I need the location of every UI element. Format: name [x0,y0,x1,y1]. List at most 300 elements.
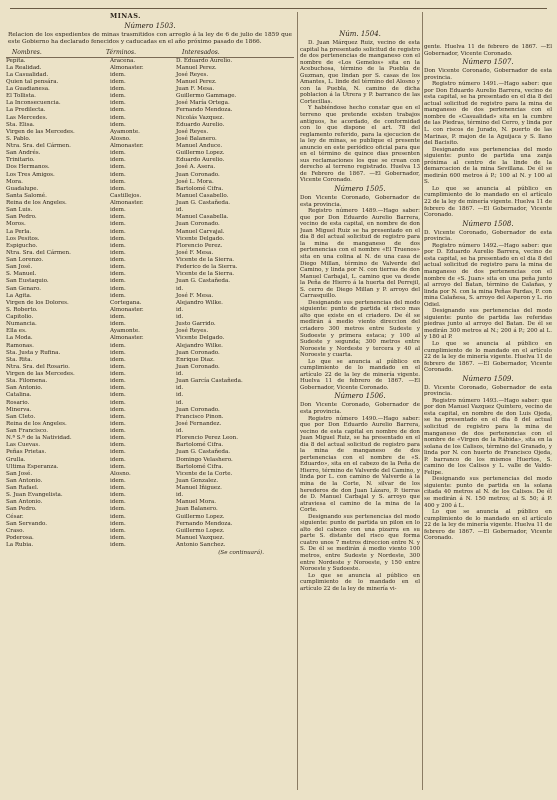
mine-term: idem. [110,150,126,157]
notice-paragraph: Registro número 1493.—Hago saber: que por don Manuel Vazquez Quintero, vecino de esta capital, en nombre de don Luis Ojeda, se ha presentado en el dia 8 del actual solicitud de registro para la mina de manganeso de dos pertenencias con el nombre de «Virgen de la Rábida», sita en la solana de los Calisos, término del Granado, y linda por N. con huerto de Francisco Ojeda, P. barranco de los mismos Huertos, S. camino de los Calisos y L. valle de Valdo-Felipe. [424,397,552,476]
mine-term: idem. [110,442,126,449]
mine-interested: id. [176,285,184,292]
notice-number: Número 1509. [462,374,514,383]
mine-name: La Agita. [6,292,32,299]
mine-interested: Vicente Delgado. [176,335,225,342]
mine-interested: Vicente de la Corte. [176,470,233,477]
table-row [6,207,294,214]
mine-interested: José Fernandez. [176,420,222,427]
notice-intro: Relacion de los expedientes de minas trasmitidos con arreglo á la ley de 6 de julio de 1859 que este Gobierno ha declarado fenecidos y caducadas en el año próximo pasado de 1866. [8,32,292,45]
mine-name: Ntra. Sra. del Cármen. [6,143,71,150]
mine-interested: Eduardo Aurelio. [176,121,225,128]
mine-name: S. Roberto. [6,306,38,313]
mine-interested: Vicente Delgado. [176,235,225,242]
mine-name: La Casualidad. [6,71,49,78]
mine-name: La Moda. [6,335,33,342]
mine-interested: Juan G. Castañeda. [176,200,231,207]
section-title: MINAS. [110,12,141,20]
table-row [6,221,294,228]
notice-paragraph: Y habiéndose hecho constar que en el terreno que pretende existen trabajos antiguos, he acordado, de conformidad con lo que dispone el art. 78 del reglamento referido, para la ejecucion de la ley de minas, se publique el presente anuncio en este periódico oficial para que en el término de quince dias presenten sus reclamaciones los que se crean con derecho al terreno registrado. Huelva 13 de Febrero de 1867. —El Gobernador, Vicente Coronado. [300,105,420,184]
notice-heading: Don Vicente Coronado, Gobernador de esta provincia. [300,402,420,415]
table-row [6,528,294,535]
notice-heading: D. Vicente Coronado, Gobernador de esta provincia. [424,229,552,243]
mine-name: Moros. [6,221,26,228]
notice-heading: Don Vicente Coronado, Gobernador de esta provincia. [300,195,420,208]
mine-name: Craso. [6,527,25,534]
table-row [6,442,294,449]
column-divider [422,12,423,790]
mine-interested: Justo Garrido. [176,321,216,328]
mine-interested: id. [176,314,184,321]
notice-paragraph: Designando sus pertenencias del modo siguiente: punto de partida en la solana citada 40 metros al N. de los Calisos. De él se medirán á N. 150 metros; al S. 50; á P. 400 y 200 á L. [424,476,552,509]
notice-paragraph: Designando sus pertenencias del modo siguiente: punto de partida el risco mas alto que existe en el criadero. De él se medirán á medio viento direccion del criadero 300 metros entre Sudeste y Sudoeste y primera estaca; y 100 al Sudeste y segunda; 300 metros entre Noroeste y Nordeste y tercera y 40 al Noroeste y cuarta. [300,299,420,359]
mine-interested: Manuel Casabello. [176,192,229,199]
mine-term: idem. [110,428,126,435]
notice-paragraph: Lo que se anuncia al público en cumplimiento de lo mandado en el artículo 22 de la ley de minería vigente. Huelva 11 de febrero de 1867. —El Gobernador, Vicente Coronado. [424,340,552,374]
mine-name: Numancia. [6,321,37,328]
mine-term: idem. [110,499,126,506]
mine-term: idem. [110,264,126,271]
table-row [6,229,294,236]
mine-term: Ayamonte. [110,328,140,335]
table-row [6,100,294,107]
mine-name: San Cleto. [6,413,36,420]
mine-term: idem. [110,542,126,549]
table-row [6,371,294,378]
mine-interested: Bartolomé Cifra. [176,185,224,192]
mine-name: San Andrés. [6,150,41,157]
table-row [6,457,294,464]
mine-name: Catalina. [6,392,32,399]
mine-term: idem. [110,463,126,470]
table-row [6,343,294,350]
mine-term: idem. [110,399,126,406]
mine-term: Almonaster. [110,306,144,313]
mine-interested: id. [176,207,184,214]
mine-term: idem. [110,392,126,399]
mine-term: idem. [110,257,126,264]
mine-interested: Manuel Perez. [176,78,217,85]
mine-interested: José A. Asera. [176,164,216,171]
mine-name: Reina de los Angeles. [6,420,67,427]
table-row [6,257,294,264]
mine-interested: Juan Balanero. [176,506,218,513]
mine-interested: Juan G. Castañeda. [176,278,231,285]
mine-interested: Manuel Mora. [176,499,217,506]
mine-interested: Alejandro Wilke. [176,342,223,349]
table-row [6,385,294,392]
mine-name: Trinitario. [6,157,35,164]
mine-interested: Bartolomé Cifra. [176,442,224,449]
notice-paragraph: Registro número 1491.—Hago saber: que por Don Eduardo Aurelio Barrera, vecino de esta capital, se ha presentado en el dia 8 del actual solicitud de registro para la mina de manganeso de dos pertenencias con el nombre de «Casualidad» sita en la cumbre de las Piedras, término del Cerro, y linda por L. con riscos de Jurado, N. puerto de las Marinas, P. majon de la Aguijaca y S. llano del Bacisito. [424,81,552,147]
mine-name: San Servando. [6,520,48,527]
notice-paragraph: D. Juan Márquez Ruiz, vecino de esta capital ha presentado solicitud de registro de dos pertenencias de manganeso con el nombre de «Los Gemelos» sita en la Acebuchosa, término de la Puebla de Guzman, que lindan por S. casas de los Amantes, L. linde del término del Alosno y con la Puebla, N. camino de dicha poblacion á la Utrera y P. barranco de las Cortecillas. [300,40,420,105]
mine-interested: José Balanero. [176,135,217,142]
mine-name: La Perla. [6,228,32,235]
mine-name: Mora. [6,178,23,185]
notice-paragraph: Lo que se anuncia al público en cumplimiento de lo mandado en el artículo 22 de la ley de minería vi- [300,572,420,592]
mine-term: idem. [110,378,126,385]
mine-name: Grulla. [6,456,26,463]
mine-term: idem. [110,321,126,328]
table-row [6,200,294,207]
mine-term: idem. [110,356,126,363]
mine-term: idem. [110,477,126,484]
mine-interested: Juan Gonzalez. [176,477,219,484]
mine-term: Alosno. [110,470,131,477]
mine-interested: Juan Coronado. [176,406,220,413]
mine-interested: Vicente de la Sierra. [176,257,235,264]
mine-name: San Genaro. [6,285,41,292]
table-row [6,350,294,357]
mine-name: La Realidad. [6,64,42,71]
table-row [6,300,294,307]
mine-name: Peñas Prietas. [6,449,47,456]
table-row [6,478,294,485]
mine-interested: Juan G. Castañeda. [176,449,231,456]
mine-name: Ella es. [6,328,27,335]
mine-name: Ntra. Sra. del Rosario. [6,363,70,370]
mine-interested: Eduardo Aurelio. [176,157,225,164]
mine-name: Rosario. [6,399,30,406]
mine-interested: José Reyes. [176,128,209,135]
mine-term: idem. [110,271,126,278]
mine-name: Ramonas. [6,342,34,349]
table-row [6,186,294,193]
table-row [6,392,294,399]
mine-name: San Rafael. [6,485,39,492]
mine-term: Castillejos. [110,192,142,199]
table-row [6,286,294,293]
table-row [6,122,294,129]
mine-name: El Tollista. [6,93,36,100]
mine-name: Virgen de las Mercedes. [6,371,75,378]
mine-term: idem. [110,107,126,114]
notice-paragraph: Registro número 1489.—Hago saber: que por Don Eduardo Aurelio Barrera, vecino de esta capital, en nombre de don Juan Miguel Ruiz se ha presentado en el dia 8 del actual solicitud de registro para la mina de manganeso de dos pertenencias con el nombre «El Truenos» sita en una colina al N. de una casa de Diego Millan, término de Valverde del Camino, y linda por N. con tierras de don Manuel Carbajal, L. camino que va desde la Peña de Hierro á la huerta del Perrejil, S. cerro de Diego Millan y P. arroyo del Carrasquillo. [300,208,420,300]
table-row [6,278,294,285]
mine-interested: Manuel Perez. [176,64,217,71]
table-row [6,421,294,428]
table-row [6,193,294,200]
mine-name: San Antonio. [6,477,43,484]
mine-term: idem. [110,342,126,349]
mine-term: idem. [110,435,126,442]
mine-interested: Juan Coronado. [176,171,220,178]
notice-number: Núm. 1504. [339,30,381,38]
notice-paragraph: Designando sus pertenencias del modo siguiente: punto de partida un pilon en lo alto del cabezo con una pizarra en su parte S. distante del risco que forma cuatro unos 7 metros direccion entre N. y S. De él se medirán á medio viento 100 metros, entre Sudeste y Nordeste, 300 entre Nordeste y Noroeste, y 150 entre Noroeste y Sudoeste. [300,513,420,573]
notice-paragraph: Designando sus pertenencias del modo siguiente: punto de partida una zanja próxima al centro de la linde de la demarcacion de la mina Sevillana. De él se medirán 600 metros á P.; 100 al N. y 100 al S. [424,146,552,186]
mine-term: idem. [110,349,126,356]
table-row [6,321,294,328]
mine-term: idem. [110,278,126,285]
mine-interested: Manuel Anduce. [176,143,223,150]
column-header-terms: Términos. [106,48,137,56]
mine-term: Almonaster. [110,64,144,71]
mine-name: San Luis. [6,207,33,214]
notice-heading: D. Vicente Coronado, Gobernador de esta provincia. [424,384,552,398]
mine-interested: Juan Coronado. [176,363,220,370]
mine-interested: id. [176,306,184,313]
mine-name: San Francisco. [6,428,49,435]
mine-interested: José F. Mesa. [176,292,214,299]
mine-interested: id. [176,385,184,392]
mine-name: Guadalupe. [6,185,39,192]
mine-term: idem. [110,527,126,534]
table-row [6,293,294,300]
mine-name: Ultima Esperanza. [6,463,59,470]
table-row [6,72,294,79]
mine-name: César. [6,513,24,520]
mine-name: Minerva. [6,406,32,413]
table-row [6,499,294,506]
mine-name: Santa Salomé. [6,192,47,199]
table-row [6,378,294,385]
mine-term: idem. [110,71,126,78]
mine-term: Almonaster. [110,335,144,342]
mine-name: Poderosa. [6,534,34,541]
table-row [6,464,294,471]
mine-term: idem. [110,114,126,121]
table-header [6,48,294,58]
table-row [6,93,294,100]
table-row [6,79,294,86]
mine-term: idem. [110,178,126,185]
mine-interested: Manuel Iñiguez. [176,485,222,492]
mine-name: San Antonio. [6,499,43,506]
mine-interested: José Reyes. [176,71,209,78]
mine-name: N.ª S.ª de la Natividad. [6,435,72,442]
table-row [6,414,294,421]
mine-term: Ayamonte. [110,128,140,135]
mine-interested: Domingo Velashero. [176,456,233,463]
mine-name: La Guadianesa. [6,86,50,93]
table-row [6,58,294,65]
mine-name: Espigucho. [6,242,38,249]
mine-interested: id. [176,492,184,499]
mine-term: idem. [110,406,126,413]
table-row [6,164,294,171]
mine-interested: Francisco Pinon. [176,413,224,420]
table-row [6,357,294,364]
mine-term: idem. [110,242,126,249]
mine-name: Dos Hermanos. [6,164,50,171]
mine-interested: Florencio Perez Leon. [176,435,238,442]
continued-note: (Se continuará). [218,550,264,557]
mine-term: idem. [110,420,126,427]
table-row [6,65,294,72]
mine-interested: Manuel Casabella. [176,214,229,221]
table-row [6,328,294,335]
mine-interested: Federico de la Sierra. [176,264,238,271]
mine-term: idem. [110,86,126,93]
mine-term: idem. [110,100,126,107]
mine-interested: Nicolás Vazquez. [176,114,224,121]
mine-name: San Antonio. [6,385,43,392]
table-row [6,485,294,492]
mine-term: Aracena. [110,57,136,64]
table-row [6,335,294,342]
mine-term: idem. [110,185,126,192]
mine-term: idem. [110,235,126,242]
table-row [6,143,294,150]
mine-interested: Alejandro Wilke. [176,299,223,306]
mine-name: Sta. Filomena. [6,378,48,385]
mine-term: idem. [110,363,126,370]
column-divider [297,12,298,790]
mine-interested: Vicente de la Sierra. [176,271,235,278]
table-row [6,449,294,456]
mine-name: San Eustaquio. [6,278,49,285]
table-row [6,86,294,93]
table-row [6,236,294,243]
top-rule [10,8,547,9]
mine-term: idem. [110,513,126,520]
mine-term: idem. [110,520,126,527]
table-row [6,492,294,499]
mine-name: San José. [6,470,33,477]
mine-term: idem. [110,171,126,178]
notice-number: Número 1507. [462,58,514,67]
mine-interested: Manuel Vazquez. [176,534,225,541]
mine-name: La Predilecta. [6,107,46,114]
notice-paragraph: Lo que se anuncia al público en cumplimiento de lo mandado en el artículo 22 de la ley de minería vigente. Huelva 11 de febrero de 1867. —El Gobernador, Vicente Coronado. [424,185,552,219]
mine-interested: Guillermo Gammage. [176,93,237,100]
mines-table [6,58,294,550]
table-row [6,514,294,521]
table-row [6,364,294,371]
right-column [424,12,552,792]
mine-interested: id. [176,392,184,399]
mine-name: Los Pesitos. [6,235,40,242]
table-row [6,264,294,271]
mine-interested: Juan Coronado. [176,349,220,356]
table-row [6,435,294,442]
mine-term: idem. [110,314,126,321]
mine-term: Alosno. [110,135,131,142]
notice-paragraph: Designando sus pertenencias del modo siguiente: punto de partida las referidas piedras junto al arroyo del Batan. De él se medirán 300 metros al N.; 200 á P.; 200 al L. y 180 al P. [424,308,552,341]
mine-term: idem. [110,285,126,292]
table-row [6,307,294,314]
mine-term: idem. [110,207,126,214]
table-row [6,115,294,122]
column-header-names: Nombres. [12,48,42,56]
mine-interested: José María Ortega. [176,100,230,107]
table-row [6,179,294,186]
mine-interested: Guillermo Lopez. [176,150,225,157]
mine-name: La Rubia. [6,542,34,549]
table-row [6,107,294,114]
mine-term: idem. [110,221,126,228]
mine-name: Virgen de las Mercedes. [6,128,75,135]
left-column [6,12,294,792]
middle-column [300,12,420,792]
mine-term: idem. [110,506,126,513]
mine-term: idem. [110,292,126,299]
table-row [6,314,294,321]
table-row [6,471,294,478]
table-row [6,214,294,221]
mine-name: Reina de los Angeles. [6,200,67,207]
mine-term: Almonaster. [110,200,144,207]
mine-name: La Inconsecuencia. [6,100,61,107]
notice-number: Número 1508. [462,219,514,228]
notice-number: Número 1505. [334,185,386,194]
table-row [6,129,294,136]
mine-term: idem. [110,78,126,85]
mine-interested: José Reyes. [176,328,209,335]
mine-term: idem. [110,93,126,100]
table-row [6,542,294,549]
mine-interested: José L. Mora. [176,178,214,185]
mine-name: Los Tres Amigos. [6,171,55,178]
mine-name: S. Pablo. [6,135,31,142]
notice-paragraph: Lo que se anuncia al público en cumplimiento de lo mandado en el artículo 22 de la ley de minería vigente. Huelva 11 de febrero de 1867. —El Gobernador, Vicente Coronado. [424,509,552,542]
table-row [6,250,294,257]
mine-term: idem. [110,449,126,456]
notice-number: Número 1506. [334,392,386,401]
mine-name: Las Mercedes. [6,114,48,121]
table-row [6,535,294,542]
mine-term: idem. [110,485,126,492]
mine-name: San Pedro. [6,506,37,513]
notice-paragraph: Lo que se anuncia al público en cumplimiento de lo mandado en el artículo 22 de la ley de minería vigente. Huelva 11 de febrero de 1867. —El Gobernador, Vicente Coronado. [300,358,420,391]
notice-heading: Don Vicente Coronado, Gobernador de esta provincia. [424,68,552,81]
table-row [6,506,294,513]
notice-paragraph: Registro número 1490.—Hago saber: que por Don Eduardo Aurelio Barrera, vecino de esta capital en nombre de don Juan Miguel Ruiz, se ha presentado en el dia 8 del actual solicitud de registro para la mina de manganeso de dos pertenencias con el nombre de «S. Eduardo», sita en el cabezo de la Peña de Hierro, término de Valverde del Camino, y linda por L. con camino de Valverde á la mina de la Corte, N. silvar de los herederos de don Juan Lázaro, P. tierras de D. Manuel Carbajal y S. arroyo que atraviesa el camino de la mina de la Corte. [300,415,420,514]
table-row [6,172,294,179]
mine-interested: Fernando Mendoza. [176,520,233,527]
table-row [6,407,294,414]
mine-term: idem. [110,157,126,164]
mine-name: Sta. Rita. [6,356,33,363]
notice-number: Número 1503. [124,22,176,30]
mine-name: Virgen de los Dolores. [6,299,69,306]
mine-name: Las Cuevas. [6,442,41,449]
mine-name: Quien tal pensára. [6,78,59,85]
mine-interested: Bartolomé Cifra. [176,463,224,470]
mine-term: idem. [110,492,126,499]
mine-name: Pepita. [6,57,26,64]
mine-name: Capitolio. [6,314,34,321]
mine-term: idem. [110,121,126,128]
mine-name: San José. [6,264,33,271]
table-row [6,243,294,250]
mine-interested: D. Eduardo Aurelio. [176,57,233,64]
mine-name: Sta. Justa y Rufina. [6,349,61,356]
mine-interested: id. [176,428,184,435]
mine-interested: id. [176,371,184,378]
mine-name: S. Manuel. [6,271,37,278]
mine-interested: Antonio Sanchez. [176,542,226,549]
mine-name: Ntra. Sra. del Cármen. [6,249,71,256]
mine-interested: Juan Coronado. [176,221,220,228]
mine-term: idem. [110,249,126,256]
mine-term: idem. [110,534,126,541]
mine-term: idem. [110,214,126,221]
mine-term: idem. [110,413,126,420]
mine-term: idem. [110,456,126,463]
table-row [6,521,294,528]
mine-term: idem. [110,228,126,235]
mine-interested: Enrique Diaz. [176,356,215,363]
table-row [6,400,294,407]
mine-term: idem. [110,371,126,378]
mine-term: idem. [110,164,126,171]
mine-interested: id. [176,399,184,406]
mine-name: San Lorenzo. [6,257,44,264]
mine-name: San Pedro. [6,214,37,221]
table-row [6,150,294,157]
